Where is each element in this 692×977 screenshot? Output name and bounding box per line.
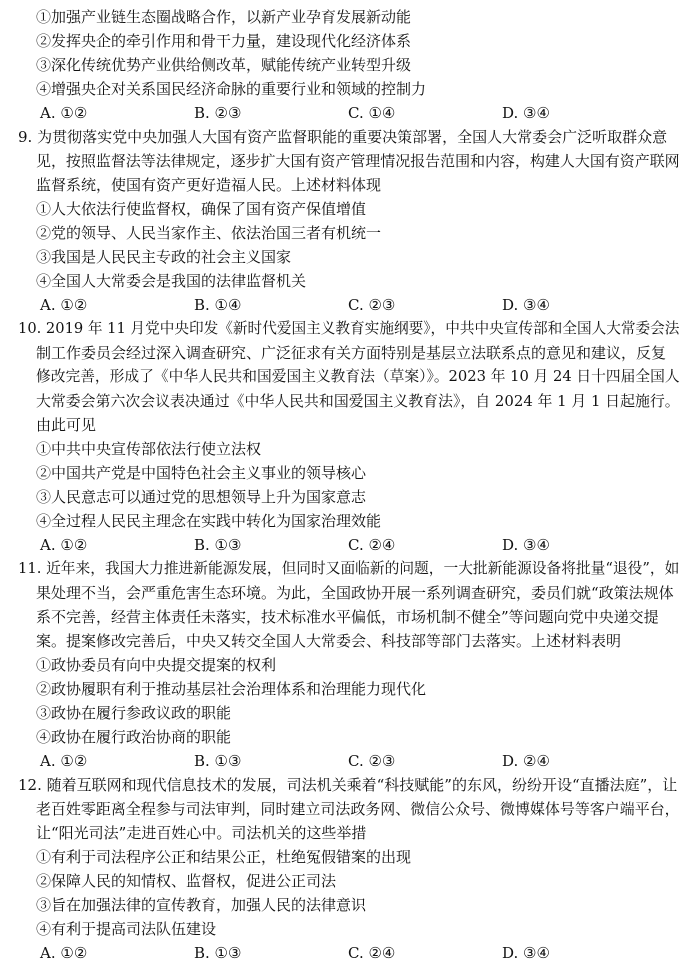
q9-option-1: ①人大依法行使监督权，确保了国有资产保值增值 bbox=[36, 200, 367, 218]
q11-choice-b: B. ①③ bbox=[194, 752, 242, 770]
q8-option-3: ③深化传统优势产业供给侧改革，赋能传统产业转型升级 bbox=[36, 56, 412, 74]
q9-stem-line-2: 见，按照监督法等法律规定，逐步扩大国有资产管理情况报告范围和内容，构建人大国有资产联网 bbox=[36, 152, 680, 170]
q10-stem-line-2: 制工作委员会经过深入调查研究、广泛征求有关方面特别是基层立法联系点的意见和建议，反复 bbox=[36, 344, 667, 362]
q11-choice-a: A. ①② bbox=[40, 752, 88, 770]
q11-option-4: ④政协在履行政治协商的职能 bbox=[36, 728, 232, 746]
q12-choice-d: D. ③④ bbox=[502, 944, 550, 962]
q9-option-4: ④全国人大常委会是我国的法律监督机关 bbox=[36, 272, 307, 290]
q11-option-3: ③政协在履行参政议政的职能 bbox=[36, 704, 232, 722]
q10-stem-line-5: 由此可见 bbox=[36, 416, 97, 434]
q9-choice-c: C. ②③ bbox=[348, 296, 396, 314]
q11-option-1: ①政协委员有向中央提交提案的权利 bbox=[36, 656, 277, 674]
q8-option-1: ①加强产业链生态圈战略合作，以新产业孕育发展新动能 bbox=[36, 8, 412, 26]
q10-option-3: ③人民意志可以通过党的思想领导上升为国家意志 bbox=[36, 488, 367, 506]
q9-choice-b: B. ①④ bbox=[194, 296, 242, 314]
q9-option-3: ③我国是人民民主专政的社会主义国家 bbox=[36, 248, 292, 266]
q12-stem-line-1: 12. 随着互联网和现代信息技术的发展，司法机关乘着“科技赋能”的东风，纷纷开设“直播法庭”，让 bbox=[18, 776, 678, 794]
q11-stem-line-2: 果处理不当，会严重危害生态环境。为此，全国政协开展一系列调查研究，委员们就“政策法规体 bbox=[36, 584, 674, 602]
q10-choice-c: C. ②④ bbox=[348, 536, 396, 554]
q12-option-4: ④有利于提高司法队伍建设 bbox=[36, 920, 217, 938]
q10-choice-d: D. ③④ bbox=[502, 536, 550, 554]
q12-option-2: ②保障人民的知情权、监督权，促进公正司法 bbox=[36, 872, 337, 890]
q11-choice-d: D. ②④ bbox=[502, 752, 550, 770]
q11-option-2: ②政协履职有利于推动基层社会治理体系和治理能力现代化 bbox=[36, 680, 427, 698]
q12-stem-line-2: 老百姓零距离全程参与司法审判，同时建立司法政务网、微信公众号、微博媒体号等客户端平台， bbox=[36, 800, 680, 818]
q10-choice-b: B. ①③ bbox=[194, 536, 242, 554]
q10-stem-line-3: 修改完善，形成了《中华人民共和国爱国主义教育法（草案）》。2023 年 10 月 24 日十四届全国人 bbox=[36, 368, 680, 385]
q9-stem-line-3: 监督系统，使国有资产更好造福人民。上述材料体现 bbox=[36, 176, 382, 194]
q10-option-1: ①中共中央宣传部依法行使立法权 bbox=[36, 440, 262, 458]
q8-choice-a: A. ①② bbox=[40, 104, 88, 122]
q9-stem-line-1: 9. 为贯彻落实党中央加强人大国有资产监督职能的重要决策部署，全国人大常委会广泛听取群众意 bbox=[18, 128, 668, 146]
q11-choice-c: C. ②③ bbox=[348, 752, 396, 770]
q11-stem-line-4: 案。提案修改完善后，中央又转交全国人大常委会、科技部等部门去落实。上述材料表明 bbox=[36, 632, 622, 650]
q8-option-4: ④增强央企对关系国民经济命脉的重要行业和领域的控制力 bbox=[36, 80, 427, 98]
q11-stem-line-3: 系不完善，经营主体责任未落实，技术标准水平偏低，市场机制不健全”等问题向党中央递交提 bbox=[36, 608, 659, 626]
q12-choice-a: A. ①② bbox=[40, 944, 88, 962]
q12-choice-b: B. ①③ bbox=[194, 944, 242, 962]
q8-choice-b: B. ②③ bbox=[194, 104, 242, 122]
q8-choice-c: C. ①④ bbox=[348, 104, 396, 122]
q12-option-3: ③旨在加强法律的宣传教育，加强人民的法律意识 bbox=[36, 896, 367, 914]
q8-option-2: ②发挥央企的牵引作用和骨干力量，建设现代化经济体系 bbox=[36, 32, 412, 50]
q9-choice-d: D. ③④ bbox=[502, 296, 550, 314]
q10-choice-a: A. ①② bbox=[40, 536, 88, 554]
q10-stem-line-4: 大常委会第六次会议表决通过《中华人民共和国爱国主义教育法》，自 2024 年 1 月 1 日起施行。 bbox=[36, 392, 680, 410]
q10-stem-line-1: 10. 2019 年 11 月党中央印发《新时代爱国主义教育实施纲要》，中共中央宣传部和全国人大常委会法 bbox=[18, 320, 680, 337]
q10-option-2: ②中国共产党是中国特色社会主义事业的领导核心 bbox=[36, 464, 367, 482]
q8-choice-d: D. ③④ bbox=[502, 104, 550, 122]
q11-stem-line-1: 11. 近年来，我国大力推进新能源发展，但同时又面临新的问题，一大批新能源设备将批量“退役”，如 bbox=[18, 560, 680, 577]
q12-choice-c: C. ②④ bbox=[348, 944, 396, 962]
q9-choice-a: A. ①② bbox=[40, 296, 88, 314]
q12-option-1: ①有利于司法程序公正和结果公正，杜绝冤假错案的出现 bbox=[36, 848, 412, 866]
q12-stem-line-3: 让“阳光司法”走进百姓心中。司法机关的这些举措 bbox=[36, 824, 367, 842]
q9-option-2: ②党的领导、人民当家作主、依法治国三者有机统一 bbox=[36, 224, 382, 242]
q10-option-4: ④全过程人民民主理念在实践中转化为国家治理效能 bbox=[36, 512, 382, 530]
